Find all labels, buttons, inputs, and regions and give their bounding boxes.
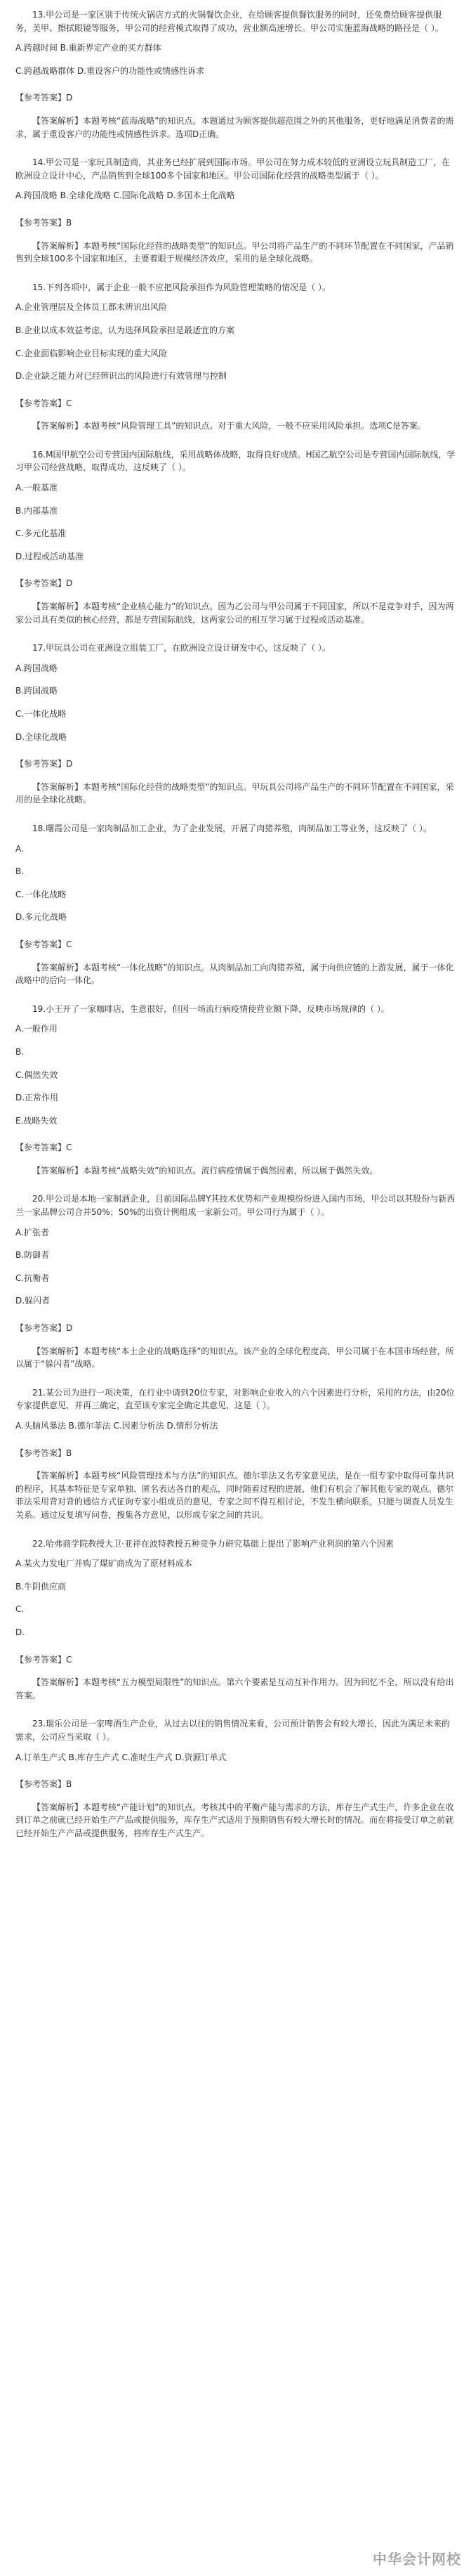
answer-option: C.一体化战略	[15, 889, 67, 899]
exam-content	[15, 8, 456, 1855]
answer-option: C.偶然失效	[15, 1069, 58, 1080]
answer-explanation: 【答案解析】本题考核“风险管理技术与方法”的知识点。德尔菲法又名专家意见法，是在一组专家中取得可靠共识的程序，其基本特征是专家单独、匿名表达各自的观点，同时随着过程的进展，他们有机会了解其他专家的观点。德尔菲法采用背对背的通信方式征询专家小组成员的意见，专家之间不得互相讨论，不发生横向联系，只能与调查人员发生关系。通过反复填写问卷，搜集各方意见，以形成专家之间的共识。	[15, 1471, 454, 1520]
answer-option: E.战略失效	[15, 1115, 58, 1126]
question-stem: 20.甲公司是本地一家制酒企业，目前国际品牌Y其技术优势和产业规模纷纷进入国内市场，甲公司以其股份与新西兰一家品牌公司合并50%；50%的出资计例组成一家新公司。甲公司行为属于（ ）。	[15, 1194, 456, 1218]
question-block	[15, 8, 456, 141]
question-block	[15, 1192, 456, 1370]
reference-answer: 【参考答案】B	[15, 217, 72, 228]
site-watermark: 中华会计网校	[373, 2551, 461, 2568]
answer-option: A.扩张者	[15, 1227, 49, 1237]
answer-option: D.正常作用	[15, 1093, 59, 1103]
option-list	[15, 662, 456, 743]
reference-answer: 【参考答案】C	[15, 1654, 72, 1665]
answer-option: A.跨越时间 B.重新界定产业的买方群体	[15, 43, 161, 53]
reference-answer: 【参考答案】B	[15, 1448, 72, 1458]
answer-option: A.某火力发电厂并购了煤矿商成为了原材料成本	[15, 1559, 192, 1569]
answer-explanation: 【答案解析】本题考核“风险管理工具”的知识点。对于重大风险，一般不应采用风险承担。选项C是答案。	[32, 421, 426, 431]
answer-explanation: 【答案解析】本题考核“产能计划”的知识点。考核其中的平衡产能与需求的方法，库存生产式生产，许多企业在收到订单之前就已经开始生产产品或提供服务，库存生产式适用于预期销售有较大增长时的情况。而在将接受订单之前就已经开始生产产品或提供服务，将库存生产式生产。	[15, 1802, 454, 1838]
answer-option: B.跨国战略	[15, 686, 58, 696]
option-list	[15, 189, 456, 202]
answer-option: D.全球化战略	[15, 731, 67, 742]
answer-option: C.一体化战略	[15, 709, 67, 719]
reference-answer: 【参考答案】C	[15, 939, 72, 949]
answer-explanation: 【答案解析】本题考核“蓝海战略”的知识点。本题通过为顾客提供超范围之外的其他服务，更好地满足消费者的需求，属于重设客户的功能性或情感性诉求。选项D正确。	[15, 115, 454, 139]
option-list	[15, 41, 456, 77]
question-stem: 13.甲公司是一家区别于传统火锅店方式的火锅餐饮企业，在给顾客提供餐饮服务的同时，还免费给顾客提供服务，美甲、擦拭眼镜等服务，甲公司的经营模式取得了成功，营业额高速增长。甲公司实施蓝海战略的路径是（ ）。	[15, 10, 444, 33]
option-list	[15, 1557, 456, 1639]
answer-option: A.企业管理层及全体员工都未辨识出风险	[15, 302, 167, 313]
answer-explanation: 【答案解析】本题考核“一体化战略”的知识点。从肉制品加工向肉猪养殖，属于向供应链的上游发展，属于一体化战略中的后向一体化。	[15, 962, 454, 986]
answer-option: C.抗衡者	[15, 1273, 50, 1283]
question-block	[15, 1717, 456, 1840]
question-stem: 17.甲玩具公司在亚洲设立组装工厂，在欧洲设立设计研发中心，这反映了（ ）。	[32, 643, 331, 653]
answer-option: C.跨越战略群体 D.重设客户的功能性或情感性诉求	[15, 65, 205, 76]
question-block	[15, 448, 456, 626]
question-stem: 15.下列各项中，属于企业一般不应把风险承担作为风险管理策略的情况是（ ）。	[32, 282, 331, 292]
reference-answer: 【参考答案】C	[15, 398, 72, 408]
question-stem: 14.甲公司是一家玩具制造商，其业务已经扩展到国际市场。甲公司在努力成本较低的亚洲设立玩具制造工厂，在欧洲设立设计中心，产品销售到全球100多个国家和地区。甲公司国际化经营的战略类型属于（ ）。	[15, 157, 451, 181]
reference-answer: 【参考答案】D	[15, 1323, 73, 1334]
answer-option: B.牛阴供应商	[15, 1581, 67, 1592]
answer-option: A.跨国战略 B.全球化战略 C.国际化战略 D.多国本土化战略	[15, 190, 235, 201]
reference-answer: 【参考答案】D	[15, 759, 73, 769]
question-stem: 23.瑞乐公司是一家啤酒生产企业，从过去以往的销售情况来看，公司预计销售会有较大增长，因此为满足未来的需求，公司应当采取（ ）。	[15, 1719, 451, 1742]
option-list	[15, 301, 456, 382]
reference-answer: 【参考答案】B	[15, 1779, 72, 1790]
answer-explanation: 【答案解析】本题考核“国际化经营的战略类型”的知识点。甲公司将产品生产的不同环节配置在不同国家，产品销售到全球100多个国家和地区，主要着眼于规模经济效应，采用的是全球化战略。	[15, 240, 454, 264]
answer-option: B.防御者	[15, 1250, 50, 1261]
question-block	[15, 281, 456, 433]
option-list	[15, 1022, 456, 1127]
option-list	[15, 1226, 456, 1308]
answer-option: D.多元化战略	[15, 912, 67, 923]
question-stem: 19.小王开了一家咖啡店，生意很好，但因一场流行病疫情使营业额下降，反映市场规律的（ ）。	[32, 1003, 390, 1014]
answer-option: B.内部基准	[15, 505, 58, 516]
answer-option: A.跨国战略	[15, 663, 58, 673]
answer-option: D.	[15, 1627, 25, 1637]
question-stem: 18.曙霞公司是一家肉制品加工企业，为了企业发展，开展了肉猪养殖，肉制品加工等业务，这反映了（ ）。	[32, 823, 432, 833]
answer-option: D.躲闪者	[15, 1296, 51, 1306]
option-list	[15, 843, 456, 924]
answer-option: D.企业缺乏能力对已经辨识出的风险进行有效管理与控制	[15, 371, 227, 382]
answer-explanation: 【答案解析】本题考核“战略失效”的知识点。流行病疫情属于偶然因素，所以属于偶然失效。	[32, 1165, 378, 1176]
question-block	[15, 1537, 456, 1703]
answer-explanation: 【答案解析】本题考核“企业核心能力”的知识点。因为乙公司与甲公司属于不同国家，所以不是竞争对手，因为两家公司具有类似的核心经营，都是专营国际航线，这两家公司的相互学习属于过程或活动基准。	[15, 601, 454, 625]
question-stem: 22.哈弗商学院教授大卫·亚祥在波特教授五种竞争力研究基础上提出了影响产业利润的第六个因素	[32, 1538, 394, 1549]
option-list	[15, 481, 456, 563]
answer-explanation: 【答案解析】本题考核“五力模型局限性”的知识点。第六个要素是互动互补作用力。因为回忆不全，所以没有给出答案。	[15, 1677, 454, 1700]
option-list	[15, 1751, 456, 1764]
reference-answer: 【参考答案】C	[15, 1143, 72, 1153]
reference-answer: 【参考答案】D	[15, 578, 73, 589]
question-block	[15, 822, 456, 987]
answer-option: A.一般基准	[15, 483, 58, 493]
answer-option: C.多元化基准	[15, 528, 67, 539]
answer-option: A.头脑风暴法 B.德尔菲法 C.因素分析法 D.情形分析法	[15, 1421, 218, 1431]
answer-option: A.	[15, 843, 24, 854]
question-block	[15, 156, 456, 266]
question-block	[15, 1386, 456, 1522]
answer-explanation: 【答案解析】本题考核“国际化经营的战略类型”的知识点。甲玩具公司将产品生产的不同环节配置在不同国家，采用的是全球化战略。	[15, 781, 454, 805]
question-block	[15, 1003, 456, 1178]
question-stem: 16.M国甲航空公司专营国内国际航线，采用战略体战略，取得良好成绩。H国乙航空公司是专营国内国际航线，学习甲公司经营战略，取得成功，这反映了（ ）。	[15, 449, 456, 473]
reference-answer: 【参考答案】D	[15, 93, 73, 103]
answer-option: A.订单生产式 B.库存生产式 C.准时生产式 D.资源订单式	[15, 1752, 227, 1762]
answer-option: D.过程或活动基准	[15, 551, 84, 561]
answer-option: B.	[15, 1046, 25, 1057]
answer-option: B.企业以成本效益考虑，认为选择风险承担是最适宜的方案	[15, 325, 235, 335]
question-stem: 21.某公司为进行一项决策，在行业中请到20位专家，对影响企业收入的六个因素进行分析，采用的方法，由20位专家提供意见，并再三确定，直至该专家完全确定其意见，这是（ ）。	[15, 1387, 455, 1411]
answer-option: C.企业面临影响企业目标实现的重大风险	[15, 348, 168, 358]
option-list	[15, 1419, 456, 1433]
answer-option: A.一般作用	[15, 1024, 58, 1034]
answer-option: B.	[15, 866, 25, 877]
answer-explanation: 【答案解析】本题考核“本土企业的战略选择”的知识点。该产业的全球化程度高，甲公司属于在本国市场经营，所以属于“躲闪者”战略。	[15, 1346, 454, 1370]
answer-option: C.	[15, 1604, 25, 1615]
question-block	[15, 642, 456, 807]
